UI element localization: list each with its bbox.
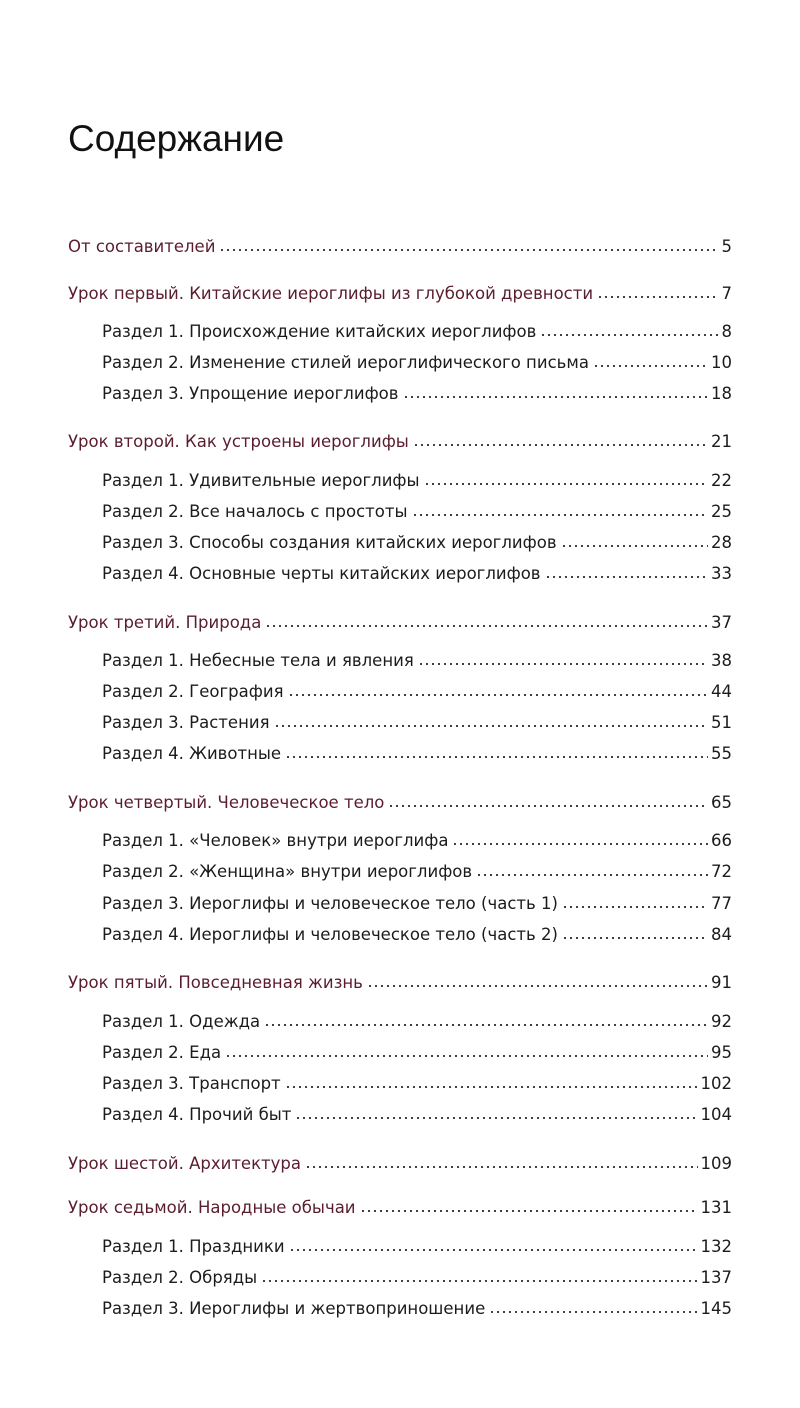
toc-entry-title: Раздел 3. Транспорт [102,1074,281,1093]
dot-leader [285,755,708,759]
dot-leader [593,364,708,368]
toc-chapter-entry[interactable] [68,431,732,453]
toc-section-entry[interactable] [102,532,732,554]
toc-entry-title: Раздел 1. «Человек» внутри иероглифа [102,831,449,850]
toc-page-number: 7 [721,284,732,303]
toc-section-entry[interactable] [102,1073,732,1095]
dot-leader [412,513,709,517]
dot-leader [305,1165,697,1169]
dot-leader [413,443,708,447]
dot-leader [288,693,709,697]
toc-entry-title: Раздел 4. Основные черты китайских иероглифов [102,564,541,583]
dot-leader [285,1085,698,1089]
toc-page-number: 65 [711,793,732,812]
toc-page-number: 91 [711,973,732,992]
toc-entry-title: Раздел 4. Иероглифы и человеческое тело (часть 2) [102,925,558,944]
toc-entry-title: Раздел 3. Иероглифы и жертвоприношение [102,1299,486,1318]
toc-entry-title: Раздел 3. Упрощение иероглифов [102,384,399,403]
toc-page-number: 37 [711,613,732,632]
toc-entry-title: Раздел 2. «Женщина» внутри иероглифов [102,862,473,881]
dot-leader [561,544,708,548]
toc-page-number: 132 [700,1237,732,1256]
toc-section-entry[interactable] [102,861,732,883]
toc-section-entry[interactable] [102,352,732,374]
dot-leader [424,482,708,486]
dot-leader [418,662,708,666]
dot-leader [403,395,709,399]
toc-entry-title: Урок первый. Китайские иероглифы из глубокой древности [68,284,594,303]
toc-section-entry[interactable] [102,470,732,492]
toc-section-entry[interactable] [102,830,732,852]
toc-entry-title: Раздел 1. Праздники [102,1237,285,1256]
toc-page-number: 44 [711,682,732,701]
toc-chapter-entry[interactable] [68,972,732,994]
toc-entry-title: Раздел 2. Еда [102,1043,222,1062]
toc-entry-title: Урок второй. Как устроены иероглифы [68,432,409,451]
toc-page-number: 131 [700,1198,732,1217]
toc-page-number: 21 [711,432,732,451]
dot-leader [597,295,718,299]
toc-section-entry[interactable] [102,1104,732,1126]
toc-entry-title: Раздел 3. Способы создания китайских иероглифов [102,533,557,552]
toc-page-number: 145 [700,1299,732,1318]
toc-entry-title: Раздел 1. Происхождение китайских иероглифов [102,322,537,341]
toc-section-entry[interactable] [102,893,732,915]
toc-section-entry[interactable] [102,501,732,523]
toc-entry-title: Раздел 2. Изменение стилей иероглифического письма [102,353,589,372]
toc-chapter-entry[interactable] [68,236,732,258]
dot-leader [545,575,708,579]
toc-page-number: 109 [700,1154,732,1173]
toc-page-number: 33 [711,564,732,583]
toc-section-entry[interactable] [102,650,732,672]
toc-page-number: 51 [711,713,732,732]
toc-entry-title: Урок шестой. Архитектура [68,1154,302,1173]
toc-entry-title: Раздел 3. Растения [102,713,270,732]
page-title: Содержание [68,118,285,159]
dot-leader [489,1310,697,1314]
toc-page-number: 66 [711,831,732,850]
toc-page-number: 10 [711,353,732,372]
toc-entry-title: От составителей [68,237,216,256]
toc-section-entry[interactable] [102,712,732,734]
dot-leader [562,905,708,909]
toc-entry-title: Раздел 1. Одежда [102,1012,261,1031]
dot-leader [261,1279,697,1283]
toc-page-number: 8 [721,322,732,341]
dot-leader [476,873,708,877]
dot-leader [295,1116,697,1120]
toc-page-number: 104 [700,1105,732,1124]
toc-page-number: 102 [700,1074,732,1093]
toc-page-number: 92 [711,1012,732,1031]
toc-section-entry[interactable] [102,563,732,585]
dot-leader [219,248,718,252]
toc-section-entry[interactable] [102,1267,732,1289]
toc-chapter-entry[interactable] [68,792,732,814]
toc-entry-title: Урок третий. Природа [68,613,262,632]
toc-chapter-entry[interactable] [68,1153,732,1175]
dot-leader [274,724,708,728]
toc-page-number: 95 [711,1043,732,1062]
dot-leader [367,984,708,988]
toc-page-number: 18 [711,384,732,403]
dot-leader [388,804,708,808]
toc-section-entry[interactable] [102,743,732,765]
toc-entry-title: Урок седьмой. Народные обычаи [68,1198,356,1217]
toc-page-number: 25 [711,502,732,521]
toc-section-entry[interactable] [102,1042,732,1064]
toc-page-number: 84 [711,925,732,944]
toc-page-number: 55 [711,744,732,763]
dot-leader [265,624,708,628]
toc-entry-title: Раздел 2. Обряды [102,1268,258,1287]
toc-entry-title: Раздел 2. География [102,682,284,701]
toc-section-entry[interactable] [102,924,732,946]
toc-section-entry[interactable] [102,1236,732,1258]
toc-entry-title: Раздел 1. Небесные тела и явления [102,651,414,670]
toc-section-entry[interactable] [102,1298,732,1320]
dot-leader [289,1248,698,1252]
toc-entry-title: Раздел 4. Прочий быт [102,1105,292,1124]
toc-section-entry[interactable] [102,1011,732,1033]
toc-chapter-entry[interactable] [68,1197,732,1219]
toc-chapter-entry[interactable] [68,283,732,305]
toc-entry-title: Раздел 1. Удивительные иероглифы [102,471,420,490]
toc-entry-title: Раздел 2. Все началось с простоты [102,502,408,521]
toc-page-number: 72 [711,862,732,881]
toc-entry-title: Урок пятый. Повседневная жизнь [68,973,363,992]
toc-page-number: 38 [711,651,732,670]
toc-page-number: 28 [711,533,732,552]
toc-entry-title: Урок четвертый. Человеческое тело [68,793,385,812]
dot-leader [360,1209,698,1213]
toc-page-number: 5 [721,237,732,256]
dot-leader [225,1054,708,1058]
toc-page-number: 22 [711,471,732,490]
toc-page-number: 77 [711,894,732,913]
toc-chapter-entry[interactable] [68,612,732,634]
dot-leader [264,1023,708,1027]
dot-leader [540,333,718,337]
dot-leader [452,842,708,846]
toc-section-entry[interactable] [102,383,732,405]
dot-leader [562,936,708,940]
toc-page-number: 137 [700,1268,732,1287]
toc-entry-title: Раздел 4. Животные [102,744,282,763]
toc-section-entry[interactable] [102,681,732,703]
toc-entry-title: Раздел 3. Иероглифы и человеческое тело (часть 1) [102,894,558,913]
toc-section-entry[interactable] [102,321,732,343]
